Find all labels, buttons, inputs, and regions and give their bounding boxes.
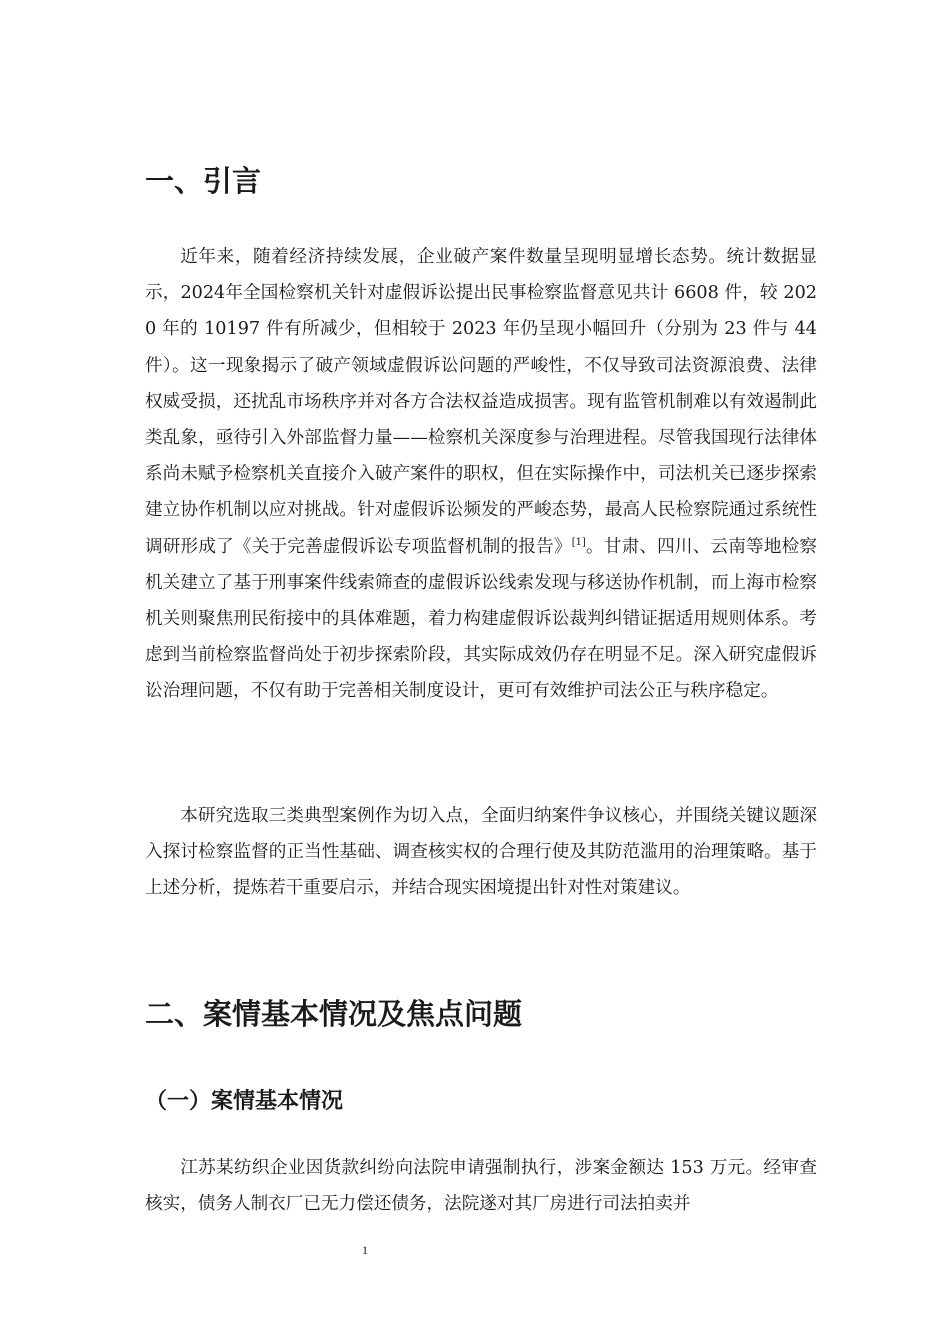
body-paragraph: 江苏某纺织企业因货款纠纷向法院申请强制执行，涉案金额达 153 万元。经审查核实，债务人制衣厂已无力偿还债务，法院遂对其厂房进行司法拍卖并 xyxy=(145,1158,817,1215)
body-paragraph: 本研究选取三类典型案例作为切入点，全面归纳案件争议核心，并围绕关键议题深入探讨检察监督的正当性基础、调查核实权的合理行使及其防范滥用的治理策略。基于上述分析，提炼若干重要启示，并结合现实困境提出针对性对策建议。 xyxy=(145,806,817,899)
paragraph-text: 近年来，随着经济持续发展，企业破产案件数量呈现明显增长态势。统计数据显示，2024年全国检察机关针对虚假诉讼提出民事检察监督意见共计 6608 件，较 2020 年的 10197 件有所减少，但相较于 2023 年仍呈现小幅回升（分别为 23 件与 44 件）。这一现象揭示了破产领域虚假诉讼问题的严峻性，不仅导致司法资源浪费、法律权威受损，还扰乱市场秩序并对各方合法权益造成损害。现有监管机制难以有效遏制此类乱象，亟待引入外部监督力量——检察机关深度参与治理进程。尽管我国现行法律体系尚未赋予检察机关直接介入破产案件的职权，但在实际操作中，司法机关已逐步探索建立协作机制以应对挑战。针对虚假诉讼频发的严峻态势，最高人民检察院通过系统性调研形成了《关于完善虚假诉讼专项监督机制的报告》 xyxy=(145,247,817,557)
citation-marker[interactable]: [1] xyxy=(571,536,586,548)
body-paragraph xyxy=(145,239,817,710)
subsection-heading-case-facts: （一）案情基本情况 xyxy=(145,1089,344,1114)
section-heading-introduction: 一、引言 xyxy=(145,164,262,198)
paragraph-text: 。甘肃、四川、云南等地检察机关建立了基于刑事案件线索筛查的虚假诉讼线索发现与移送协作机制，而上海市检察机关则聚焦刑民衔接中的具体难题，着力构建虚假诉讼裁判纠错证据适用规则体系。考虑到当前检察监督尚处于初步探索阶段，其实际成效仍存在明显不足。深入研究虚假诉讼治理问题，不仅有助于完善相关制度设计，更可有效维护司法公正与秩序稳定。 xyxy=(145,536,817,702)
page-number: 1 xyxy=(362,1243,368,1257)
section-heading-case-overview: 二、案情基本情况及焦点问题 xyxy=(145,997,523,1031)
